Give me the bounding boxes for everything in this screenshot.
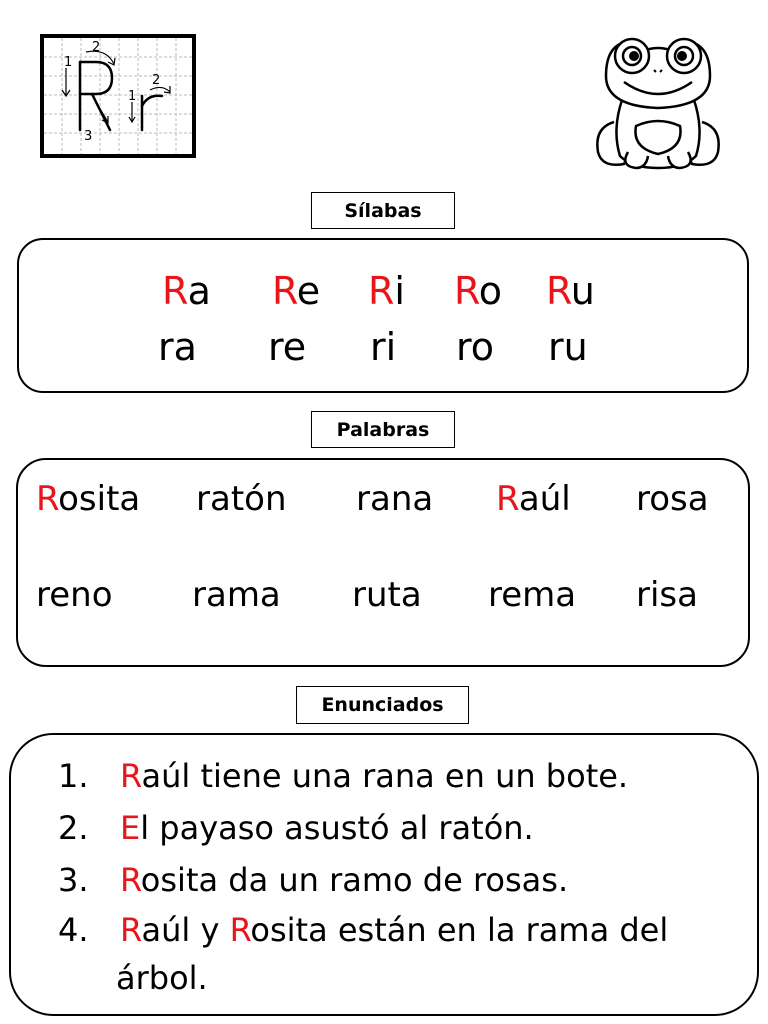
silabas-box (17, 238, 749, 393)
lowercase-r-glyph (142, 96, 162, 130)
step-2-capital: 2 (92, 40, 101, 55)
sentence-number: 3. (58, 861, 89, 899)
sentence-continuation: árbol. (116, 959, 208, 997)
word-item: rosa (636, 479, 709, 519)
sentence-number: 1. (58, 757, 89, 795)
syllable-upper: Ri (368, 269, 405, 313)
word-item: rema (488, 575, 577, 615)
section-title-enunciados: Enunciados (296, 686, 469, 724)
word-item: Rosita (36, 479, 141, 519)
syllable-upper: Re (272, 269, 321, 313)
sentence-text: Raúl tiene una rana en un bote. (120, 757, 629, 795)
step-1-capital: 1 (64, 55, 73, 70)
word-item: rana (356, 479, 434, 519)
sentence-number: 2. (58, 809, 89, 847)
step-1-lower: 1 (128, 89, 137, 104)
sentence-text: Rosita da un ramo de rosas. (120, 861, 569, 899)
letter-tracing-grid (40, 34, 196, 158)
word-item: ratón (196, 479, 287, 519)
word-item: Raúl (496, 479, 571, 519)
section-title-palabras: Palabras (311, 411, 455, 448)
section-title-silabas: Sílabas (311, 192, 455, 229)
step-3-capital: 3 (84, 129, 93, 144)
frog-icon (592, 30, 724, 172)
step-2-lower: 2 (152, 73, 161, 88)
word-item: reno (36, 575, 113, 615)
syllable-lower: ru (548, 325, 588, 369)
syllable-upper: Ra (162, 269, 211, 313)
syllable-lower: ro (456, 325, 495, 369)
syllable-lower: ri (370, 325, 397, 369)
syllable-upper: Ro (454, 269, 502, 313)
word-item: ruta (352, 575, 422, 615)
sentence-text: Raúl y Rosita están en la rama del (120, 911, 669, 949)
tracing-grid-lines (44, 38, 192, 154)
word-item: rama (192, 575, 281, 615)
syllable-lower: re (268, 325, 307, 369)
sentence-number: 4. (58, 911, 89, 949)
sentence-text: El payaso asustó al ratón. (120, 809, 534, 847)
syllable-upper: Ru (546, 269, 595, 313)
word-item: risa (636, 575, 698, 615)
syllable-lower: ra (158, 325, 197, 369)
